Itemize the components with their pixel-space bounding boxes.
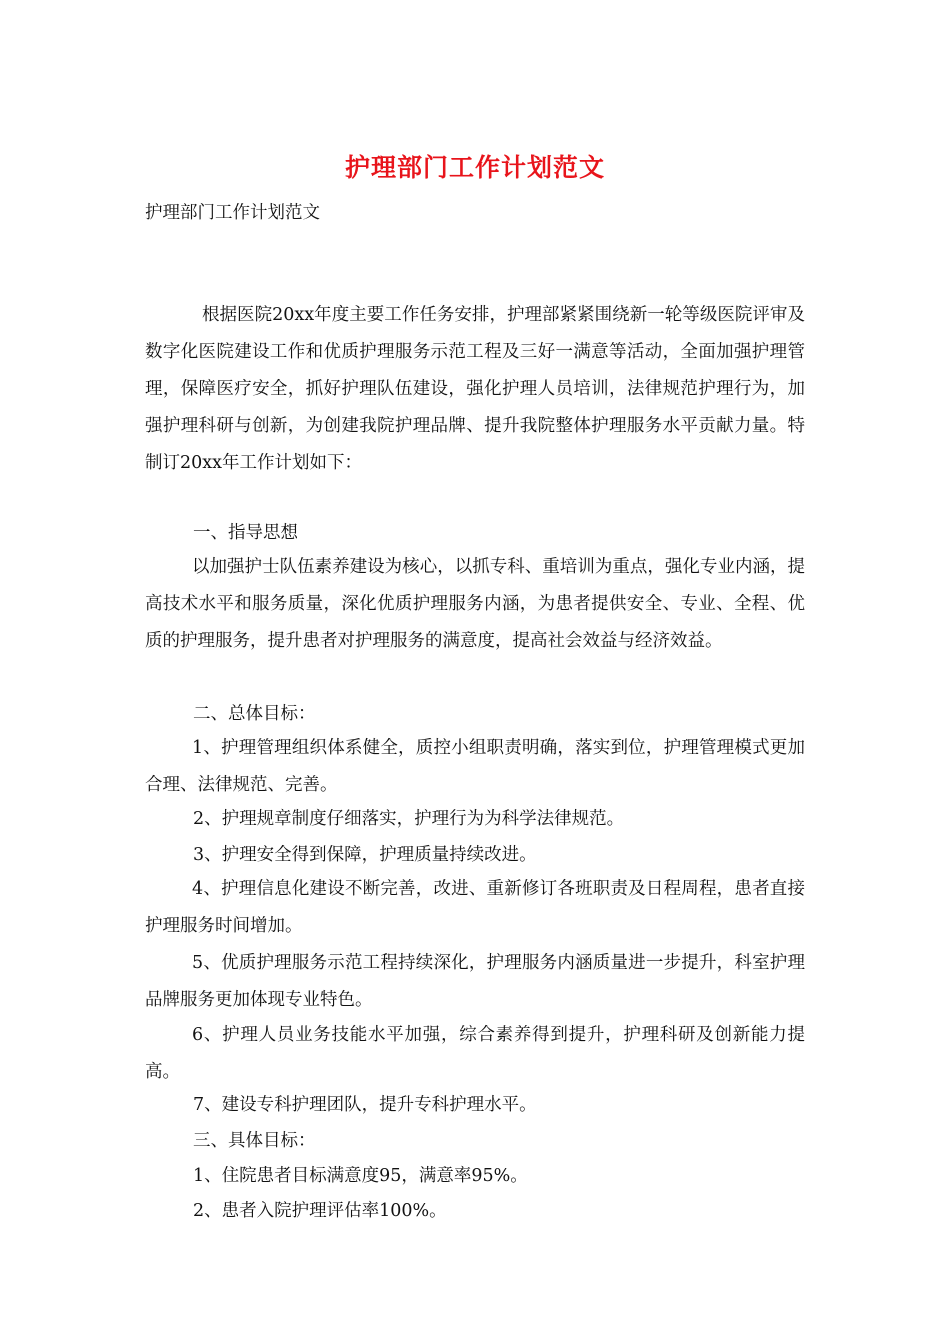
specific-goal-item: 2、患者入院护理评估率100%。 bbox=[193, 1201, 447, 1221]
goal-item: 3、护理安全得到保障，护理质量持续改进。 bbox=[193, 845, 537, 865]
section-heading-specific-goals: 三、具体目标： bbox=[193, 1131, 316, 1151]
section1-body: 以加强护士队伍素养建设为核心，以抓专科、重培训为重点，强化专业内涵，提高技术水平和服务质量，深化优质护理服务内涵，为患者提供安全、专业、全程、优质的护理服务，提升患者对护理服务的满意度，提高社会效益与经济效益。 bbox=[145, 557, 805, 651]
document-subtitle: 护理部门工作计划范文 bbox=[145, 203, 320, 223]
document-title: 护理部门工作计划范文 bbox=[344, 153, 605, 182]
goal-item: 6、护理人员业务技能水平加强，综合素养得到提升，护理科研及创新能力提高。 bbox=[145, 1025, 805, 1082]
goal-item: 2、护理规章制度仔细落实，护理行为为科学法律规范。 bbox=[193, 809, 625, 829]
goal-item: 1、护理管理组织体系健全，质控小组职责明确，落实到位，护理管理模式更加合理、法律规范、完善。 bbox=[145, 738, 805, 795]
goal-item: 7、建设专科护理团队，提升专科护理水平。 bbox=[193, 1095, 537, 1115]
specific-goal-item: 1、住院患者目标满意度95，满意率95%。 bbox=[193, 1166, 528, 1186]
goal-item: 4、护理信息化建设不断完善，改进、重新修订各班职责及日程周程，患者直接护理服务时间增加。 bbox=[145, 879, 805, 936]
section-heading-overall-goals: 二、总体目标： bbox=[193, 704, 316, 724]
goal-item: 5、优质护理服务示范工程持续深化，护理服务内涵质量进一步提升，科室护理品牌服务更加体现专业特色。 bbox=[145, 953, 805, 1010]
section-heading-guiding-ideology: 一、指导思想 bbox=[193, 523, 298, 543]
intro-paragraph: 根据医院20xx年度主要工作任务安排，护理部紧紧围绕新一轮等级医院评审及数字化医院建设工作和优质护理服务示范工程及三好一满意等活动，全面加强护理管理，保障医疗安全，抓好护理队伍建设，强化护理人员培训，法律规范护理行为，加强护理科研与创新，为创建我院护理品牌、提升我院整体护理服务水平贡献力量。特制订20xx年工作计划如下： bbox=[145, 305, 805, 473]
